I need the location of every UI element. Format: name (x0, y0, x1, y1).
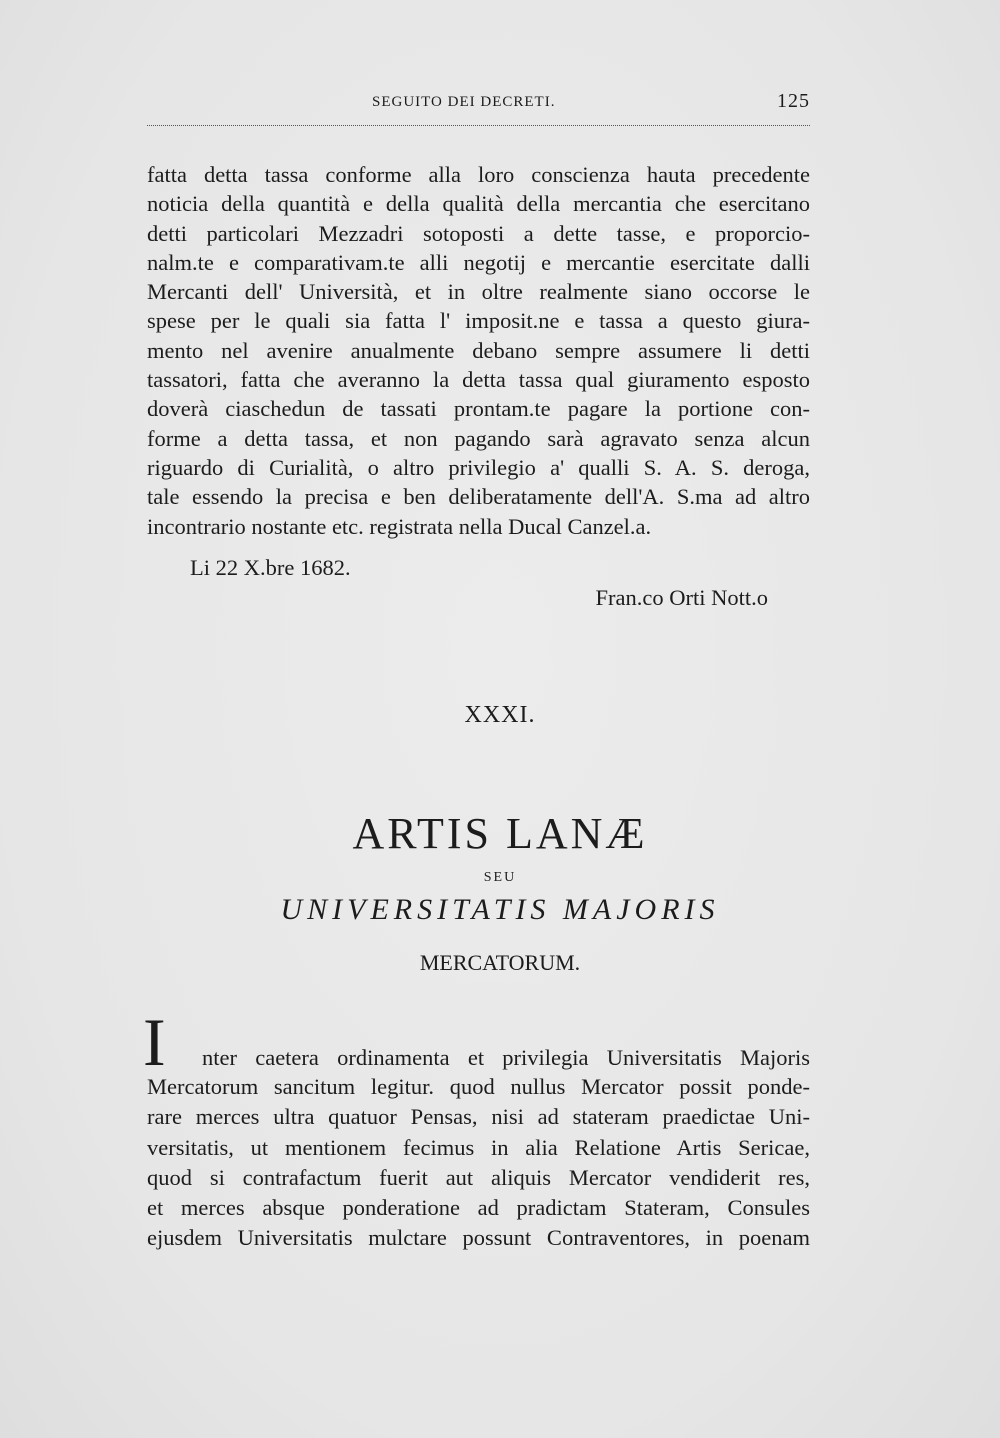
section-title: ARTIS LANÆ (352, 809, 648, 858)
page-number: 125 (777, 90, 810, 112)
text-line: mento nel avenire anualmente debano sempre assumere li detti (147, 337, 810, 363)
running-title: SEGUITO DEI DECRETI. (372, 94, 556, 110)
text-line: noticia della quantità e della qualità della mercantia che esercitano (147, 191, 810, 217)
text-line: detti particolari Mezzadri sotoposti a dette tasse, e proporcio- (147, 220, 810, 246)
text-line: incontrario nostante etc. registrata nella Ducal Canzel.a. (147, 513, 652, 539)
text-line: rare merces ultra quatuor Pensas, nisi ad stateram praedictae Uni- (147, 1104, 810, 1130)
text-line: et merces absque ponderatione ad pradictam Stateram, Consules (147, 1195, 810, 1221)
text-line: fatta detta tassa conforme alla loro conscienza hauta precedente (147, 162, 810, 187)
running-head (147, 90, 810, 120)
text-line: Mercanti dell' Università, et in oltre realmente siano occorse le (147, 279, 810, 305)
text-line: spese per le quali sia fatta l' imposit.ne e tassa a questo giura- (147, 308, 810, 334)
text-line: doverà ciaschedun de tassati prontam.te pagare la portione con- (147, 396, 810, 422)
drop-cap-initial: I (143, 1004, 166, 1080)
decree-date: Li 22 X.bre 1682. (190, 555, 351, 580)
decree-paragraph (147, 160, 810, 541)
text-line: forme a detta tassa, et non pagando sarà agravato senza alcun (147, 425, 810, 451)
text-line: quod si contrafactum fuerit aut aliquis Mercator vendiderit res, (147, 1164, 810, 1190)
header-dotted-rule (147, 125, 810, 126)
notary-signature: Fran.co Orti Nott.o (595, 585, 768, 610)
text-line: nalm.te e comparativam.te alli negotij e mercantie esercitate dalli (147, 249, 810, 275)
statute-paragraph (147, 1072, 810, 1254)
text-line: tale essendo la precisa e ben deliberatamente dell'A. S.ma ad altro (147, 484, 810, 510)
text-line: versitatis, ut mentionem fecimus in alia Relatione Artis Sericae, (147, 1134, 810, 1160)
text-line: tassatori, fatta che averanno la detta tassa qual giuramento esposto (147, 367, 810, 393)
section-subtitle: UNIVERSITATIS MAJORIS (280, 893, 720, 926)
section-number: XXXI. (464, 702, 536, 728)
section-subtitle-2: MERCATORUM. (419, 950, 581, 975)
paragraph-first-line: nter caetera ordinamenta et privilegia Universitatis Majoris (202, 1045, 810, 1070)
title-conjunction: SEU (483, 870, 517, 885)
text-line: Mercatorum sancitum legitur. quod nullus Mercator possit ponde- (147, 1074, 810, 1099)
text-line: riguardo di Curialità, o altro privilegio a' qualli S. A. S. deroga, (147, 454, 810, 480)
text-line: ejusdem Universitatis mulctare possunt Contraventores, in poenam (147, 1225, 810, 1251)
